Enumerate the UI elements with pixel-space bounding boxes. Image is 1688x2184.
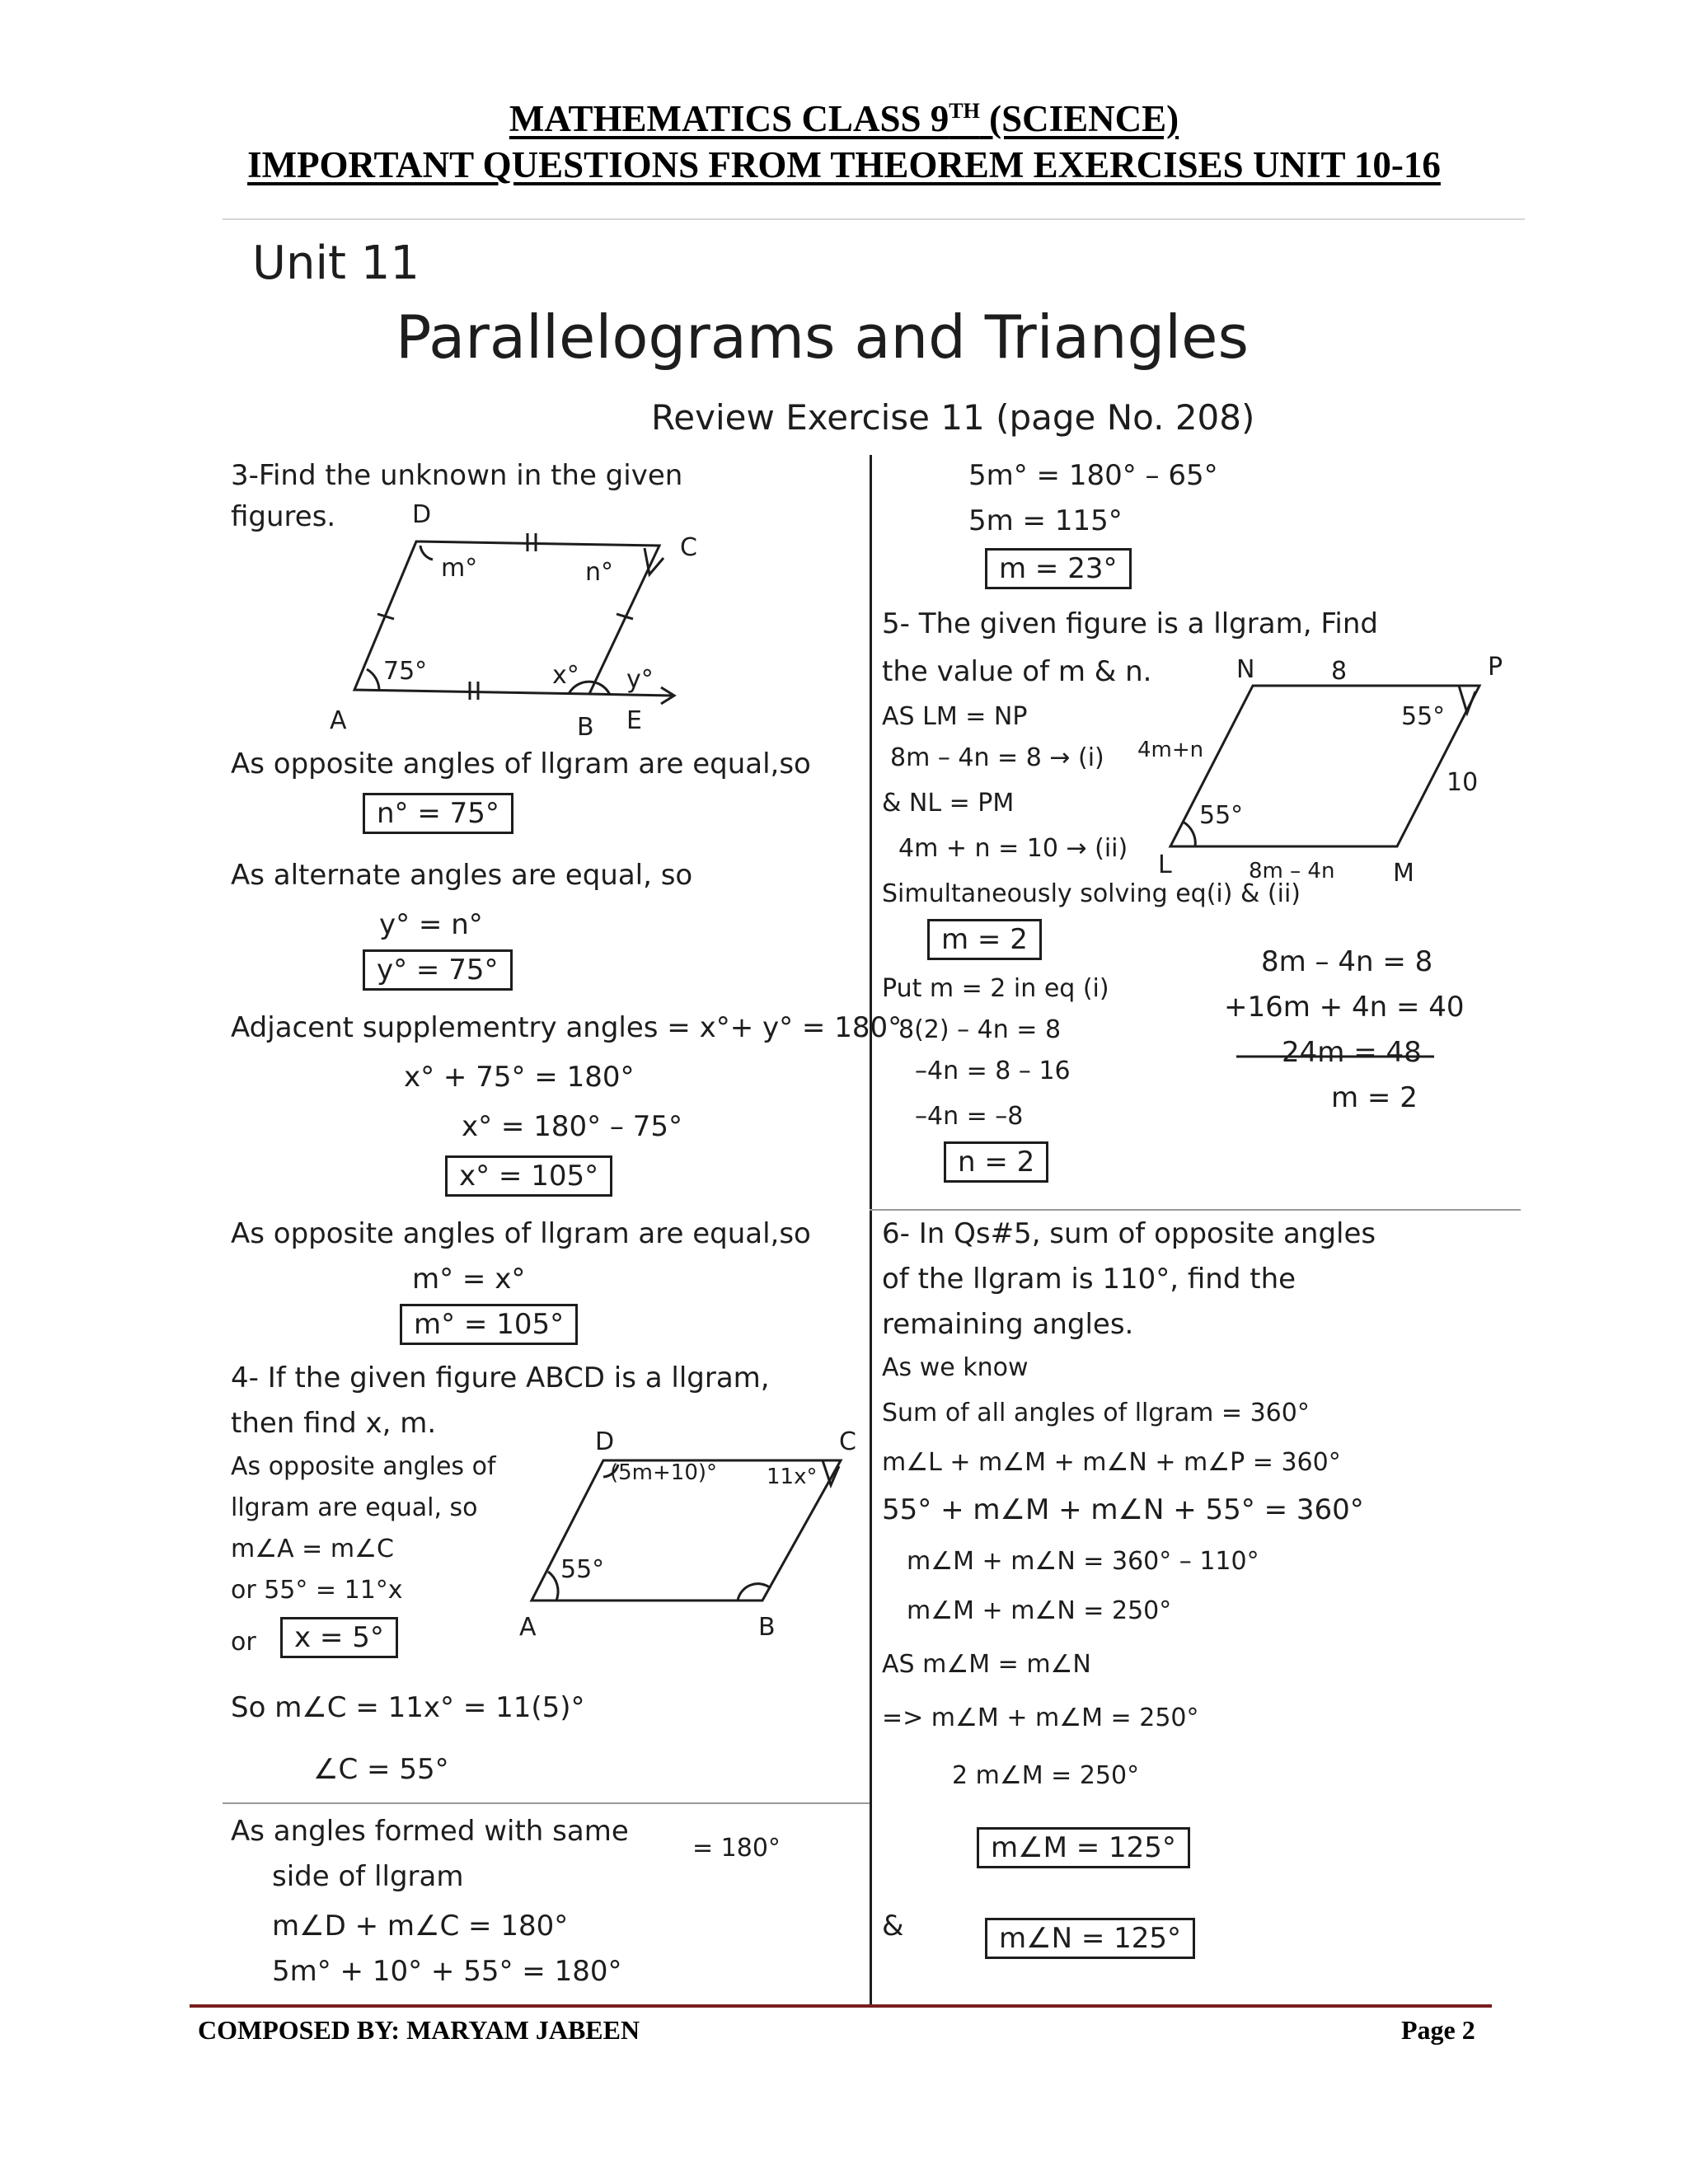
q4-cont-line-4: 5m° + 10° + 55° = 180° — [272, 1955, 622, 1988]
q5-line-11: –4n = –8 — [915, 1102, 1024, 1131]
q6-answer-m: m∠M = 125° — [977, 1827, 1190, 1868]
q3-angle-a-arc — [367, 669, 379, 691]
q4-line-6: or 55° = 11°x — [231, 1576, 403, 1605]
notes-sheet — [223, 218, 1525, 2008]
q4-line-8: So m∠C = 11x° = 11(5)° — [231, 1691, 585, 1724]
q3-step-4b: m° = x° — [412, 1263, 526, 1296]
q5-line-9: 8(2) – 4n = 8 — [898, 1015, 1062, 1044]
q5-solve-2: +16m + 4n = 40 — [1224, 991, 1465, 1024]
q3-extension-line — [589, 694, 672, 696]
q3-label-x: x° — [552, 661, 579, 690]
q6-line-8: m∠M + m∠N = 360° – 110° — [907, 1547, 1259, 1576]
q3-angle-c-arc — [645, 548, 663, 574]
q6-line-9: m∠M + m∠N = 250° — [907, 1596, 1172, 1625]
q3-line-1: 3-Find the unknown in the given — [231, 459, 683, 492]
header-title-prefix: MATHEMATICS CLASS 9 — [509, 98, 950, 139]
q5-label-m: M — [1393, 859, 1414, 888]
q3-label-a: A — [330, 706, 347, 735]
q3-step-1: As opposite angles of llgram are equal,so — [231, 748, 811, 780]
header-line-2: IMPORTANT QUESTIONS FROM THEOREM EXERCISES UNIT 10-16 — [247, 144, 1441, 185]
q4-cont-line-1b: = 180° — [692, 1834, 781, 1863]
q6-line-5: Sum of all angles of llgram = 360° — [882, 1399, 1310, 1427]
q4-line-2: then find x, m. — [231, 1407, 437, 1440]
q5-line-1: 5- The given figure is a llgram, Find — [882, 607, 1378, 640]
q5-answer-m: m = 2 — [927, 919, 1042, 960]
right-top-line-2: 5m = 115° — [968, 504, 1123, 537]
q6-line-4: As we know — [882, 1353, 1029, 1382]
q4-label-11x: 11x° — [767, 1465, 818, 1489]
q5-label-right: 10 — [1447, 768, 1479, 797]
q5-line-4: 8m – 4n = 8 → (i) — [890, 743, 1104, 772]
q5-label-left: 4m+n — [1137, 738, 1204, 762]
q6-line-10: AS m∠M = m∠N — [882, 1650, 1091, 1679]
q6-line-11: => m∠M + m∠M = 250° — [882, 1704, 1199, 1732]
q3-angle-d-arc — [420, 546, 433, 560]
q4-line-3: As opposite angles of — [231, 1452, 496, 1481]
q4-cont-line-3: m∠D + m∠C = 180° — [272, 1910, 569, 1943]
q4-label-b: B — [758, 1613, 776, 1642]
q3-answer-n: n° = 75° — [363, 793, 513, 834]
left-separator — [223, 1802, 870, 1804]
q3-answer-m: m° = 105° — [400, 1304, 578, 1345]
q3-step-3b: x° + 75° = 180° — [404, 1061, 635, 1094]
q5-label-p: P — [1488, 653, 1503, 682]
q4-cont-line-1: As angles formed with same — [231, 1815, 629, 1848]
header-title-sup: TH — [949, 99, 980, 123]
q3-label-e: E — [626, 706, 642, 735]
header-title-suffix: (SCIENCE) — [979, 98, 1179, 139]
q6-line-7: 55° + m∠M + m∠N + 55° = 360° — [882, 1493, 1364, 1526]
q5-label-n: N — [1236, 655, 1255, 684]
q6-line-2: of the llgram is 110°, find the — [882, 1263, 1296, 1296]
q4-answer-x: x = 5° — [280, 1617, 398, 1658]
q3-arrow-head — [661, 687, 674, 704]
q5-label-bottom: 8m – 4n — [1249, 859, 1335, 883]
q5-line-5: & NL = PM — [882, 789, 1015, 818]
q5-line-8: Put m = 2 in eq (i) — [882, 974, 1109, 1003]
q3-tick-left — [377, 614, 394, 619]
q6-ampersand: & — [882, 1910, 904, 1943]
q5-label-top: 8 — [1331, 657, 1348, 686]
q5-solve-3: 24m = 48 — [1282, 1036, 1422, 1069]
q4-label-c: C — [839, 1427, 856, 1456]
q5-line-3: AS LM = NP — [882, 702, 1028, 731]
q4-line-1: 4- If the given figure ABCD is a llgram, — [231, 1361, 770, 1394]
q3-label-b: B — [577, 713, 594, 742]
q3-step-2b: y° = n° — [379, 908, 483, 941]
q5-solve-4: m = 2 — [1331, 1081, 1418, 1114]
footer-rule — [190, 2004, 1492, 2008]
exercise-title: Review Exercise 11 (page No. 208) — [651, 397, 1255, 438]
q6-line-3: remaining angles. — [882, 1308, 1134, 1341]
q6-line-6: m∠L + m∠M + m∠N + m∠P = 360° — [882, 1448, 1341, 1477]
right-separator — [870, 1209, 1521, 1211]
footer-author: COMPOSED BY: MARYAM JABEEN — [198, 2015, 640, 2045]
header-line-1 — [0, 97, 1688, 140]
footer-page-number: Page 2 — [1401, 2015, 1475, 2045]
q5-angle-l-arc — [1183, 822, 1195, 846]
q5-line-7: Simultaneously solving eq(i) & (ii) — [882, 879, 1301, 908]
q3-answer-y: y° = 75° — [363, 949, 513, 991]
q4-label-d: D — [595, 1427, 615, 1456]
q4-line-4: llgram are equal, so — [231, 1493, 478, 1522]
q6-line-12: 2 m∠M = 250° — [952, 1761, 1140, 1790]
q4-line-5: m∠A = m∠C — [231, 1535, 394, 1563]
q3-tick-right — [617, 614, 633, 619]
q5-solve-1: 8m – 4n = 8 — [1261, 945, 1433, 978]
q3-line-2: figures. — [231, 500, 336, 533]
q4-angle-c-arc — [823, 1460, 839, 1485]
q5-line-10: –4n = 8 – 16 — [915, 1057, 1071, 1085]
q3-answer-x: x° = 105° — [445, 1155, 612, 1197]
q5-label-55-p: 55° — [1401, 702, 1446, 731]
q3-label-75: 75° — [383, 657, 428, 686]
unit-title: Unit 11 — [252, 237, 420, 290]
q6-line-1: 6- In Qs#5, sum of opposite angles — [882, 1217, 1376, 1250]
q4-label-55: 55° — [560, 1555, 605, 1584]
q3-step-3: Adjacent supplementry angles = x°+ y° = 180° — [231, 1011, 903, 1044]
right-top-answer: m = 23° — [985, 548, 1132, 589]
q3-label-m: m° — [441, 554, 478, 583]
q3-step-3c: x° = 180° – 75° — [462, 1110, 682, 1143]
q3-label-n: n° — [585, 558, 614, 587]
q5-answer-n: n = 2 — [944, 1141, 1048, 1183]
q4-angle-a-arc — [548, 1572, 558, 1601]
q4-label-5m: (5m+10)° — [610, 1460, 718, 1485]
q3-label-y: y° — [626, 665, 654, 694]
right-top-line-1: 5m° = 180° – 65° — [968, 459, 1218, 492]
column-divider — [870, 455, 872, 2004]
q4-line-7-prefix: or — [231, 1628, 256, 1657]
q4-label-a: A — [519, 1613, 537, 1642]
q6-answer-n: m∠N = 125° — [985, 1918, 1195, 1959]
q3-step-2: As alternate angles are equal, so — [231, 859, 693, 892]
chapter-title: Parallelograms and Triangles — [396, 302, 1249, 372]
q5-label-l: L — [1158, 851, 1172, 879]
q3-step-4: As opposite angles of llgram are equal,so — [231, 1217, 811, 1250]
q4-line-9: ∠C = 55° — [313, 1753, 449, 1786]
q4-cont-line-2: side of llgram — [272, 1860, 464, 1893]
q4-angle-b-arc — [738, 1584, 771, 1601]
q5-line-2: the value of m & n. — [882, 655, 1152, 688]
q5-angle-p-arc — [1459, 686, 1475, 713]
q3-label-c: C — [680, 533, 697, 562]
q3-label-d: D — [412, 500, 432, 529]
q5-line-6: 4m + n = 10 → (ii) — [898, 834, 1128, 863]
q5-label-55-l: 55° — [1199, 801, 1244, 830]
